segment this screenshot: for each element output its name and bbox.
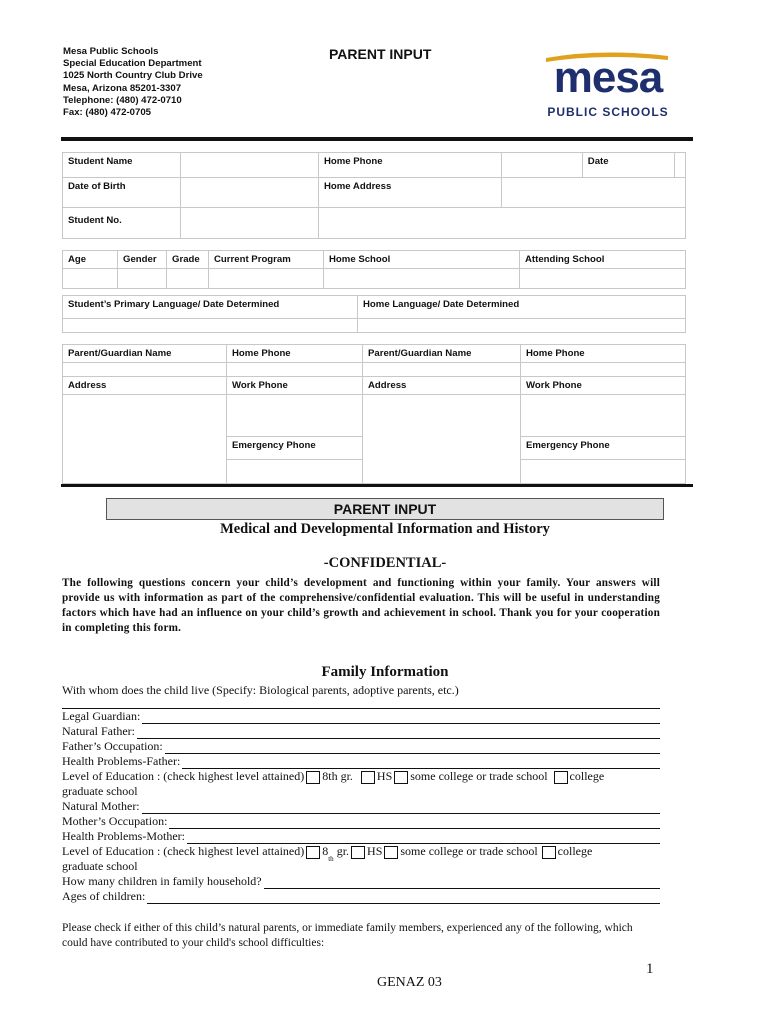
option-college: college — [557, 844, 593, 858]
children-count-input[interactable] — [264, 878, 660, 889]
health-father-input[interactable] — [182, 758, 660, 769]
guardian2-work-phone-field[interactable] — [521, 395, 686, 437]
children-count-row — [62, 874, 660, 889]
live-with-answer-row — [62, 698, 660, 709]
option-8th-grade: 8th gr. — [322, 769, 353, 783]
home-school-field[interactable] — [324, 269, 520, 289]
option-8th-rest: gr. — [336, 844, 350, 858]
guardian2-address-field[interactable] — [363, 395, 521, 484]
guardian1-name-field[interactable] — [63, 363, 227, 377]
current-program-label: Current Program — [209, 251, 324, 269]
guardian2-emergency-phone-label: Emergency Phone — [521, 437, 686, 460]
gender-label: Gender — [118, 251, 167, 269]
father-education-row — [62, 769, 660, 784]
legal-guardian-label: Legal Guardian: — [62, 709, 141, 723]
health-father-label: Health Problems-Father: — [62, 754, 181, 768]
gender-field[interactable] — [118, 269, 167, 289]
health-mother-label: Health Problems-Mother: — [62, 829, 185, 843]
guardian2-home-phone-label: Home Phone — [521, 345, 686, 363]
logo-wordmark: mesa — [553, 53, 663, 102]
fathers-occupation-input[interactable] — [165, 743, 660, 754]
checkbox-8th-grade[interactable] — [306, 846, 320, 859]
option-college: college — [569, 769, 605, 783]
home-address-field[interactable] — [501, 178, 685, 208]
guardian1-address-field[interactable] — [63, 395, 227, 484]
live-with-row — [62, 683, 660, 698]
guardian2-work-phone-label: Work Phone — [521, 377, 686, 395]
checkbox-hs[interactable] — [351, 846, 365, 859]
address-line: Fax: (480) 472-0705 — [63, 107, 151, 119]
parent-input-banner: PARENT INPUT — [106, 498, 664, 520]
guardian2-emergency-phone-field[interactable] — [521, 460, 686, 484]
mothers-occupation-row — [62, 814, 660, 829]
school-info-table — [62, 250, 686, 289]
age-field[interactable] — [63, 269, 118, 289]
student-name-field[interactable] — [180, 153, 318, 178]
guardian1-home-phone-label: Home Phone — [227, 345, 363, 363]
home-phone-label: Home Phone — [318, 153, 501, 178]
guardian1-work-phone-label: Work Phone — [227, 377, 363, 395]
option-hs: HS — [376, 769, 393, 783]
guardian1-emergency-phone-label: Emergency Phone — [227, 437, 363, 460]
section-subtitle: Medical and Developmental Information and History — [220, 521, 550, 537]
option-some-college: some college or trade school — [410, 769, 548, 783]
attending-school-field[interactable] — [520, 269, 686, 289]
natural-mother-row — [62, 799, 660, 814]
current-program-field[interactable] — [209, 269, 324, 289]
address-line: Mesa Public Schools — [63, 46, 159, 57]
option-some-college: some college or trade school — [400, 844, 538, 858]
graduate-school-row — [62, 859, 660, 874]
age-label: Age — [63, 251, 118, 269]
guardian2-home-phone-field[interactable] — [521, 363, 686, 377]
home-address-label: Home Address — [318, 178, 501, 208]
guardian1-home-phone-field[interactable] — [227, 363, 363, 377]
checkbox-college[interactable] — [542, 846, 556, 859]
guardian1-emergency-phone-field[interactable] — [227, 460, 363, 484]
checkbox-hs[interactable] — [361, 771, 375, 784]
live-with-input[interactable] — [62, 698, 660, 709]
natural-father-row — [62, 724, 660, 739]
grade-label: Grade — [167, 251, 209, 269]
guardian2-name-label: Parent/Guardian Name — [363, 345, 521, 363]
student-info-table — [62, 152, 686, 239]
natural-mother-input[interactable] — [142, 803, 660, 814]
address-line: Telephone: (480) 472-0710 — [63, 94, 182, 106]
natural-mother-label: Natural Mother: — [62, 799, 140, 813]
children-ages-row — [62, 889, 660, 904]
option-8th-base: 8 — [322, 844, 329, 858]
guardian2-address-label: Address — [363, 377, 521, 395]
natural-father-label: Natural Father: — [62, 724, 135, 738]
dob-field[interactable] — [180, 178, 318, 208]
address-line: Special Education Department — [63, 58, 202, 70]
family-information-form — [62, 683, 660, 904]
section-divider — [61, 484, 693, 487]
date-field[interactable] — [675, 153, 686, 178]
natural-father-input[interactable] — [137, 728, 660, 739]
home-phone-field[interactable] — [501, 153, 582, 178]
health-father-row — [62, 754, 660, 769]
primary-language-label: Student’s Primary Language/ Date Determined — [63, 296, 358, 319]
grade-field[interactable] — [167, 269, 209, 289]
header-divider — [61, 137, 693, 141]
education-label: Level of Education : (check highest level attained) — [62, 769, 305, 783]
checkbox-some-college[interactable] — [384, 846, 398, 859]
primary-language-field[interactable] — [63, 319, 358, 333]
checkbox-8th-grade[interactable] — [306, 771, 320, 784]
mothers-occupation-input[interactable] — [169, 818, 660, 829]
guardian1-address-label: Address — [63, 377, 227, 395]
student-name-label: Student Name — [63, 153, 181, 178]
legal-guardian-input[interactable] — [142, 713, 660, 724]
logo-subtext: PUBLIC SCHOOLS — [547, 105, 669, 119]
student-no-label: Student No. — [63, 208, 181, 239]
blank-cell — [318, 208, 685, 239]
address-line: 1025 North Country Club Drive — [63, 70, 203, 82]
fathers-occupation-label: Father’s Occupation: — [62, 739, 163, 753]
children-ages-input[interactable] — [147, 893, 660, 904]
option-hs: HS — [367, 844, 383, 858]
date-label: Date — [582, 153, 674, 178]
mesa-logo — [540, 48, 676, 120]
option-graduate-school: graduate school — [62, 859, 138, 873]
address-line: Mesa, Arizona 85201-3307 — [63, 82, 182, 94]
checkbox-some-college[interactable] — [394, 771, 408, 784]
guardian1-name-label: Parent/Guardian Name — [63, 345, 227, 363]
children-ages-label: Ages of children: — [62, 889, 146, 903]
form-code: GENAZ 03 — [377, 975, 442, 990]
intro-paragraph: The following questions concern your child’s development and functioning within your family. Your answers will provide us with information as part of the comprehensive/confidential evaluation. This will be useful in understanding factors which have had an influence on your child’s growth and achievement in school. Thank you for your cooperation in completing this form. — [62, 577, 660, 634]
page-title: PARENT INPUT — [329, 46, 432, 62]
please-check-text: Please check if either of this child’s natural parents, or immediate family members, experienced any of the following, which could have contributed to your child's school difficulties: — [62, 922, 633, 949]
education-label: Level of Education : (check highest level attained) — [62, 844, 305, 858]
guardian1-work-phone-field[interactable] — [227, 395, 363, 437]
option-graduate-school: graduate school — [62, 784, 138, 798]
home-language-field[interactable] — [358, 319, 686, 333]
legal-guardian-row — [62, 709, 660, 724]
home-language-label: Home Language/ Date Determined — [358, 296, 686, 319]
home-school-label: Home School — [324, 251, 520, 269]
mothers-occupation-label: Mother’s Occupation: — [62, 814, 168, 828]
children-count-label: How many children in family household? — [62, 874, 262, 888]
mother-education-row: Level of Education : (check highest level attained) 8 th gr. HS some college or trade school college — [62, 844, 593, 863]
family-heading: Family Information — [321, 664, 449, 680]
health-mother-input[interactable] — [187, 833, 660, 844]
language-table — [62, 295, 686, 333]
attending-school-label: Attending School — [520, 251, 686, 269]
graduate-school-row — [62, 784, 660, 799]
dob-label: Date of Birth — [63, 178, 181, 208]
fathers-occupation-row — [62, 739, 660, 754]
student-no-field[interactable] — [180, 208, 318, 239]
guardian2-name-field[interactable] — [363, 363, 521, 377]
checkbox-college[interactable] — [554, 771, 568, 784]
school-address — [63, 46, 203, 119]
live-with-question: With whom does the child live (Specify: Biological parents, adoptive parents, etc.) — [62, 683, 459, 697]
guardian-table — [62, 344, 686, 484]
confidential-label: -CONFIDENTIAL- — [323, 555, 447, 571]
health-mother-row — [62, 829, 660, 844]
page-number: 1 — [646, 961, 654, 977]
